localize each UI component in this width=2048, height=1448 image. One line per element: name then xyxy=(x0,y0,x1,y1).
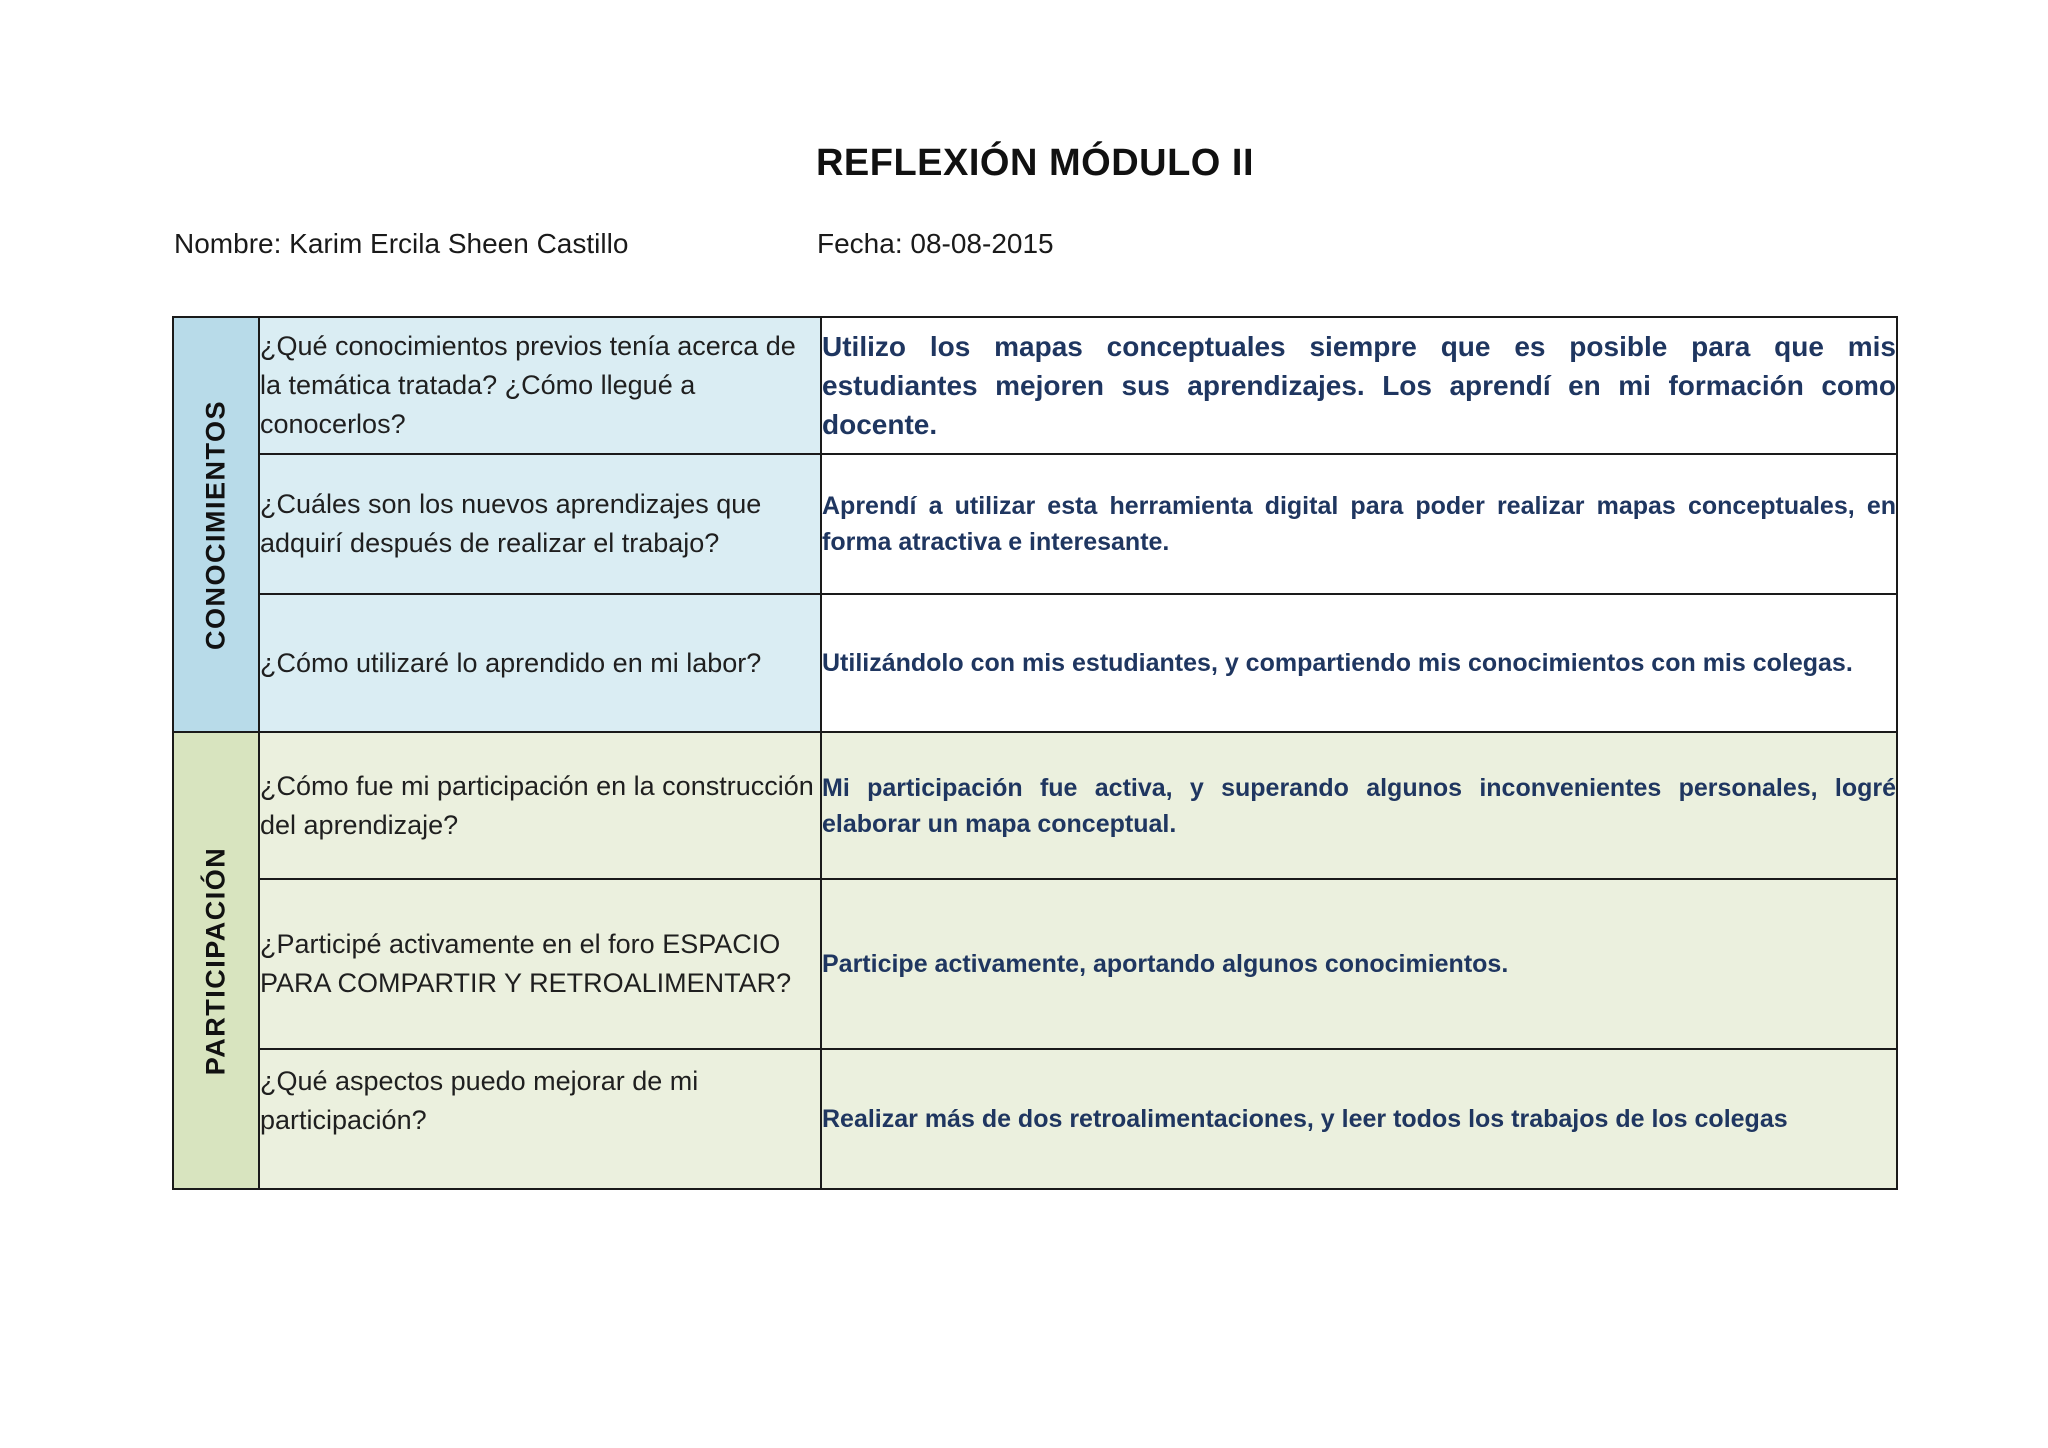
question-cell: ¿Qué aspectos puedo mejorar de mi participación? xyxy=(259,1049,821,1189)
answer-cell xyxy=(821,1049,1897,1189)
table-row xyxy=(173,317,1897,454)
table-row xyxy=(173,454,1897,594)
table-row xyxy=(173,1049,1897,1189)
answer-cell xyxy=(821,732,1897,879)
student-name: Nombre: Karim Ercila Sheen Castillo xyxy=(174,228,629,259)
answer-text: Utilizándolo con mis estudiantes, y compartiendo mis conocimientos con mis colegas. xyxy=(822,649,1853,677)
section-label: PARTICIPACIÓN xyxy=(200,846,231,1075)
question-cell: ¿Cuáles son los nuevos aprendizajes que adquirí después de realizar el trabajo? xyxy=(259,454,821,594)
table-row xyxy=(173,879,1897,1049)
table-row xyxy=(173,732,1897,879)
question-cell: ¿Cómo utilizaré lo aprendido en mi labor? xyxy=(259,594,821,732)
section-participacion xyxy=(173,732,259,1189)
question-cell: ¿Cómo fue mi participación en la construcción del aprendizaje? xyxy=(259,732,821,879)
answer-cell xyxy=(821,317,1897,454)
answer-cell xyxy=(821,454,1897,594)
answer-cell xyxy=(821,879,1897,1049)
answer-text: Realizar más de dos retroalimentaciones, y leer todos los trabajos de los colegas xyxy=(822,1105,1788,1133)
table-row xyxy=(173,594,1897,732)
question-cell: ¿Participé activamente en el foro ESPACIO PARA COMPARTIR Y RETROALIMENTAR? xyxy=(259,879,821,1049)
answer-text: Utilizo los mapas conceptuales siempre que es posible para que mis estudiantes mejoren sus aprendizajes. Los aprendí en mi formación como docente. xyxy=(822,331,1896,440)
document-title: REFLEXIÓN MÓDULO II xyxy=(815,142,1255,184)
answer-text: Aprendí a utilizar esta herramienta digital para poder realizar mapas conceptuales, en forma atractiva e interesante. xyxy=(822,492,1896,556)
answer-cell xyxy=(821,594,1897,732)
document-date: Fecha: 08-08-2015 xyxy=(817,228,1054,259)
section-label: CONOCIMIENTOS xyxy=(200,399,231,650)
question-cell: ¿Qué conocimientos previos tenía acerca de la temática tratada? ¿Cómo llegué a conocerlos? xyxy=(259,317,821,454)
answer-text: Participe activamente, aportando algunos conocimientos. xyxy=(822,950,1509,978)
reflection-table xyxy=(172,316,1898,1190)
section-conocimientos xyxy=(173,317,259,732)
answer-text: Mi participación fue activa, y superando algunos inconvenientes personales, logré elaborar un mapa conceptual. xyxy=(822,773,1896,838)
